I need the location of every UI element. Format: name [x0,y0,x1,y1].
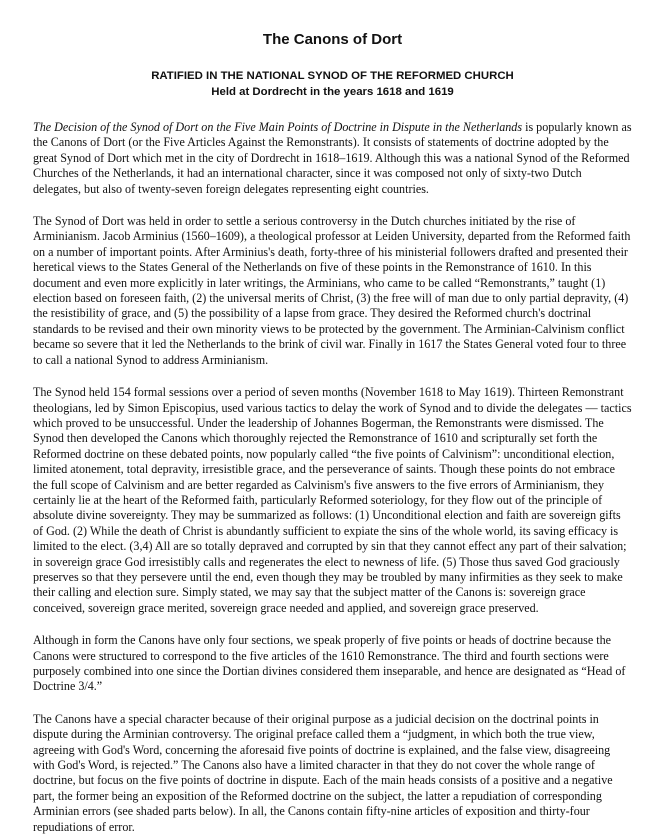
paragraph-structure: Although in form the Canons have only four sections, we speak properly of five points or heads of doctrine because the Canons were structured to correspond to the five articles of the 1610 Remonstrance. The third and fourth sections were purposely combined into one since the Dortian divines considered them inseparable, and hence are designated as “Head of Doctrine 3/4.” [33,633,626,694]
paragraph-character: The Canons have a special character because of their original purpose as a judicial decision on the doctrinal points in dispute during the Arminian controversy. The original preface called them a “judgment, in which both the true view, agreeing with God's Word, concerning the aforesaid five points of doctrine is explained, and the false view, disagreeing with God's Word, is rejected.” The Canons also have a limited character in that they do not cover the whole range of doctrine, but focus on the five points of doctrine in dispute. Each of the main heads consists of a positive and a negative part, the former being an exposition of the Reformed doctrine on the subject, the latter a repudiation of corresponding Arminian errors (see shaded parts below). In all, the Canons contain fifty-nine articles of exposition and thirty-four repudiations of error. [33,711,613,834]
paragraph-intro-text: is popularly known as the Canons of Dort (or the Five Articles Against the Remonstrants). It consists of statements of doctrine adopted by the great Synod of Dort which met in the city of Dordrecht in 1618–1619. Although this was a national Synod of the Reformed Churches of the Netherlands, it had an international character, since it was composed not only of sixty-two Dutch delegates, but also of twenty-seven foreign delegates representing eight countries. [33,120,632,196]
subtitle-line-1: RATIFIED IN THE NATIONAL SYNOD OF THE REFORMED CHURCH [151,70,514,82]
page-subtitle [33,68,632,100]
paragraph-history: The Synod of Dort was held in order to settle a serious controversy in the Dutch churches initiated by the rise of Arminianism. Jacob Arminius (1560–1609), a theological professor at Leiden University, departed from the Reformed faith on a number of important points. After Arminius's death, forty-three of his ministerial followers drafted and presented their heretical views to the States General of the Netherlands on five of these points in the Remonstrance of 1610. In this document and even more explicitly in later writings, the Arminians, who came to be called “Remonstrants,” taught (1) election based on foreseen faith, (2) the universal merits of Christ, (3) the free will of man due to only partial depravity, (4) the resistibility of grace, and (5) the possibility of a lapse from grace. They desired the Reformed church's doctrinal standards to be revised and their own minority views to be protected by the government. The Arminian-Calvinism conflict became so severe that it led the Netherlands to the brink of civil war. Finally in 1617 the States General voted four to three to call a national Synod to address Arminianism. [33,214,631,367]
paragraph-synod-sessions: The Synod held 154 formal sessions over a period of seven months (November 1618 to May 1619). Thirteen Remonstrant theologians, led by Simon Episcopius, used various tactics to delay the work of Synod and to divide the delegates — tactics which proved to be unsuccessful. Under the leadership of Johannes Bogerman, the Remonstrants were dismissed. The Synod then developed the Canons which thoroughly rejected the Remonstrance of 1610 and scripturally set forth the Reformed doctrine on these debated points, now popularly called “the five points of Calvinism”: unconditional election, limited atonement, total depravity, irresistible grace, and the perseverance of saints. Though these points do not embrace the full scope of Calvinism and are better regarded as Calvinism's five answers to the five errors of Arminianism, they certainly lie at the heart of the Reformed faith, particularly Reformed soteriology, for they flow out of the principle of absolute divine sovereignty. They may be summarized as follows: (1) Unconditional election and faith are sovereign gifts of God. (2) While the death of Christ is abundantly sufficient to expiate the sins of the whole world, its saving efficacy is limited to the elect. (3,4) All are so totally depraved and corrupted by sin that they cannot effect any part of their salvation; in sovereign grace God irresistibly calls and regenerates the elect to newness of life. (5) Those thus saved God graciously preserves so that they persevere until the end, even though they may be troubled by many infirmities as they seek to make their calling and election sure. Simply stated, we may say that the subject matter of the Canons is: sovereign grace conceived, sovereign grace merited, sovereign grace needed and applied, and sovereign grace preserved. [33,385,632,615]
subtitle-line-2: Held at Dordrecht in the years 1618 and 1619 [211,86,454,98]
paragraph-intro [33,120,632,197]
paragraph-intro-italic-lead: The Decision of the Synod of Dort on the Five Main Points of Doctrine in Dispute in the Netherlands [33,120,523,134]
page-title: The Canons of Dort [262,31,403,48]
